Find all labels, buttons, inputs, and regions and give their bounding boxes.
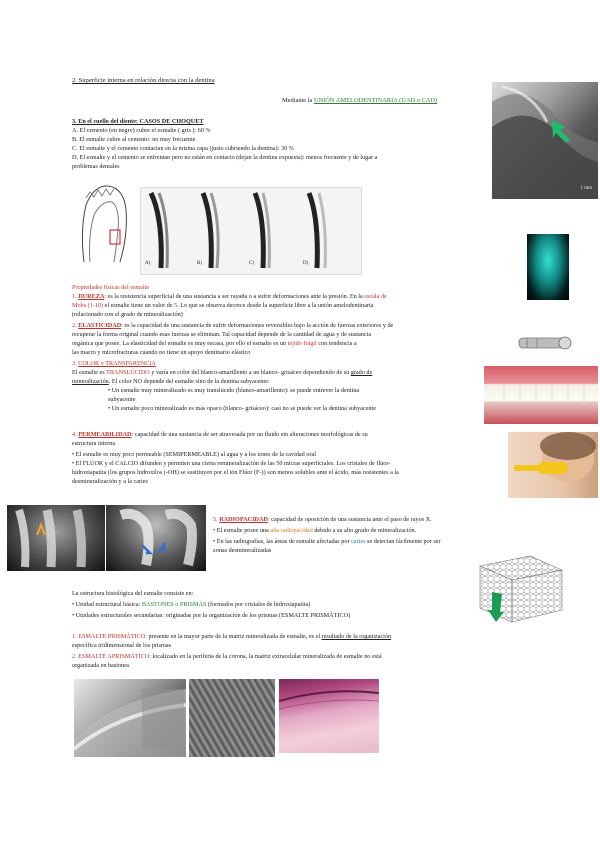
zoom-box (110, 230, 120, 244)
radio-b1-high: alta radiopacidad (270, 527, 313, 534)
perm-num: 4. (72, 431, 79, 438)
histology-unit-basic (72, 601, 310, 609)
radio-num: 5. (213, 516, 220, 523)
tooth-outline-diagram (72, 180, 134, 265)
perm-text: : capacidad de una sustancia de ser atravesada por un fluido sin alteraciones morfológicas de su (131, 431, 368, 438)
fluorescence-tooth-image (527, 234, 569, 300)
caries-arrow-icon (37, 525, 45, 535)
elasticity-line-4: las macro y microfracturas cuando no tiene un apoyo dentinario elástico (72, 349, 251, 356)
fluoride-tray-photo (508, 432, 598, 498)
unit-basic-value: BASTONES o PRISMAS (141, 601, 207, 608)
aprismatic-text: localizado en la periferia de la corona, la matriz extracelular mineralizada de esmalte no está (151, 653, 382, 660)
elasticity-fragile: tejido frágil (287, 340, 317, 347)
color-line-2 (72, 369, 372, 377)
color-bullet-2: • Un esmalte poco mineralizado es más opaco (blanco- grisáceo): casi no se puede ver la dentina subyacente (108, 405, 376, 412)
choquet-item-b: B. El esmalte cubre al cemento: no muy frecuente (72, 136, 196, 143)
union-line (282, 97, 437, 105)
color-text-prefix: El esmalte es (72, 369, 107, 376)
panel-label-a: A) (145, 261, 151, 266)
union-term: UNIÓN AMELODENTINARIA (UAD o CAD) (313, 97, 438, 104)
hardness-title: DUREZA (78, 293, 105, 300)
elasticity-title: ELASTICIDAD (78, 322, 122, 329)
perm-bullet-2: • El FLÚOR y el CALCIO difunden y permiten una cierta remineralización de las 50 micras superficiales. Los cristales de flúor- (72, 460, 391, 467)
elasticity-text-4: con tendencia a (316, 340, 357, 347)
hardness-text-3: . Lo que se observa decrece desde la superficie libre a la unión amelodentinaria (177, 302, 374, 309)
hardness-scale-2: Mohs (1-10) (72, 302, 104, 309)
histology-intro: La estructura histológica del esmalte consiste en: (72, 590, 194, 597)
hardness-scale: escala de (364, 293, 387, 300)
section-title: 2. Superficie interna en relación directa con la dentina (72, 77, 215, 84)
panel-label-d: D) (303, 261, 309, 266)
aprismatic-title: 2. ESMALTE APRISMÁTICO: (72, 653, 152, 660)
histology-stain-image (279, 679, 379, 753)
sem-enamel-layer-image (74, 679, 186, 757)
perm-bullet-2-cont: hidroxiapatita (los grupos hidroxilos (-OH) se sustituyen por el ión Flúor (F-)) son menos solubles ante el ácido, más resistentes a la (72, 469, 399, 476)
elasticity-line-2: recuperar la forma original cuando esas fuerzas se eliminan. Tal capacidad depende de la cantidad de agua y de sustancia (72, 331, 372, 338)
radio-title: RADIOPACIDAD (219, 516, 268, 523)
caries-arrow-blue-icon-2 (158, 545, 164, 553)
elasticity-line-3 (72, 340, 357, 348)
hardness-line (72, 293, 387, 301)
perm-bullet-1: • El esmalte es muy poco permeable (SEMIPERMEABLE) al agua y a los iones de la cavidad oral (72, 451, 316, 458)
unit-basic-prefix: • Unidad estructural básica: (72, 601, 142, 608)
perm-bullet-2-cont2: desmineralización y a la caries (72, 478, 148, 485)
hardness-line-2 (72, 302, 373, 310)
choquet-title: 3. En el cuello del diente: CASOS DE CHOQUET (72, 118, 204, 125)
radio-b2-prefix: • En las radiografías, las áreas de esmalte afectadas por (213, 538, 352, 545)
choquet-item-a: A. El cemento (en negro) cubre el esmalte ( gris ): 60 % (72, 127, 211, 134)
choquet-cases-diagram (140, 187, 362, 275)
choquet-item-d-cont: problemas dentales (72, 163, 120, 170)
hardness-line-3: (relacionado con el grado de mineralización) (72, 311, 183, 318)
dental-drill-image (515, 328, 575, 358)
prismatic-line (72, 633, 391, 641)
permeability-line (72, 431, 368, 439)
enamel-sem-image (492, 82, 598, 199)
radio-b2-suffix: se detectan fácilmente por ser (365, 538, 441, 545)
unit-basic-suffix: (formados por cristales de hidroxiapatita) (206, 601, 311, 608)
sem-scale-label: 1 mm (580, 186, 592, 192)
color-translucent: TRANSLÚCIDO (106, 369, 150, 376)
color-grade: grado de (350, 369, 373, 376)
aprismatic-line-2: organizada en bastones (72, 662, 130, 669)
radio-bullet-1 (213, 527, 416, 535)
hardness-value: 5 (174, 302, 178, 309)
radio-line (213, 516, 432, 524)
choquet-item-c: C. El esmalte y el cemento contactan en la misma capa (justo cubriendo la dentina): 30 % (72, 145, 294, 152)
teeth-photo (484, 366, 598, 424)
radio-b2-caries: caries (351, 538, 366, 545)
radiograph-image-right (106, 505, 206, 571)
properties-title: Propiedades físicas del esmalte (72, 284, 150, 291)
hardness-text-2: el esmalte tiene un valor de (103, 302, 175, 309)
color-text-2: . El color NO depende del esmalte sino de la dentina subyacente: (108, 378, 270, 385)
radio-bullet-2-cont: zonas desmineralizadas (213, 547, 272, 554)
elasticity-line (72, 322, 393, 330)
hardness-num: 1. (72, 293, 79, 300)
color-num: 3. (72, 360, 79, 367)
color-line (72, 360, 156, 368)
elasticity-text: : es la capacidad de una sustancia de sufrir deformaciones reversibles bajo la acción de fuerzas exteriores y de (121, 322, 394, 329)
hardness-text: : es la resistencia superficial de una sustancia a ser rayada o a sufrir deformaciones ante la presión. En la (104, 293, 365, 300)
union-prefix: Mediante la (282, 97, 314, 104)
elasticity-num: 2. (72, 322, 79, 329)
permeability-line-2: estructura interna (72, 440, 116, 447)
color-bullet-1: • Un esmalte muy mineralizado es muy translúcido (blanco-amarillento): se puede entrever la dentina (108, 387, 360, 394)
panel-label-b: B) (197, 261, 202, 266)
radio-b1-prefix: • El esmalte posee una (213, 527, 271, 534)
prismatic-text: presente en la mayor parte de la matriz mineralizada de esmalte, es el (146, 633, 322, 640)
panel-label-c: C) (249, 261, 254, 266)
radiograph-image-left (7, 505, 105, 571)
color-text: y varía en color del blanco-amarillento a un blanco- grisáceo dependiendo de su (149, 369, 351, 376)
elasticity-text-3: orgánica que posee. La elasticidad del esmalte es muy escasa, por ello el esmalte es un (72, 340, 288, 347)
choquet-item-d: D. El esmalte y el cemento se enfrentan pero no están en contacto (dejan la dentina expuesta): menos frecuente y de lugar a (72, 154, 378, 161)
radio-bullet-2 (213, 538, 441, 546)
color-grade-2: mineralización (72, 378, 109, 385)
color-title: COLOR y TRANSPARENCIA (78, 360, 156, 367)
color-line-3 (72, 378, 270, 386)
prismatic-line-2: específica tridimensional de los prismas (72, 642, 171, 649)
aprismatic-line (72, 653, 382, 661)
prism-3d-diagram (470, 552, 570, 624)
color-bullet-1-cont: subyacente (108, 396, 136, 403)
prismatic-result: resultado de la organización (321, 633, 392, 640)
radio-text: : capacidad de oposición de una sustancia ante el paso de rayos X. (267, 516, 432, 523)
perm-title: PERMEABILIDAD (78, 431, 132, 438)
sem-prisms-image (189, 679, 275, 757)
prismatic-title: 1. ESMALTE PRISMÁTICO: (72, 633, 147, 640)
histology-unit-secondary: • Unidades estructurales secundarias: originadas por la organización de los prismas (ESMALTE PRISMÁTICO) (72, 612, 351, 619)
radio-b1-suffix: debido a su alto grado de mineralización. (312, 527, 417, 534)
